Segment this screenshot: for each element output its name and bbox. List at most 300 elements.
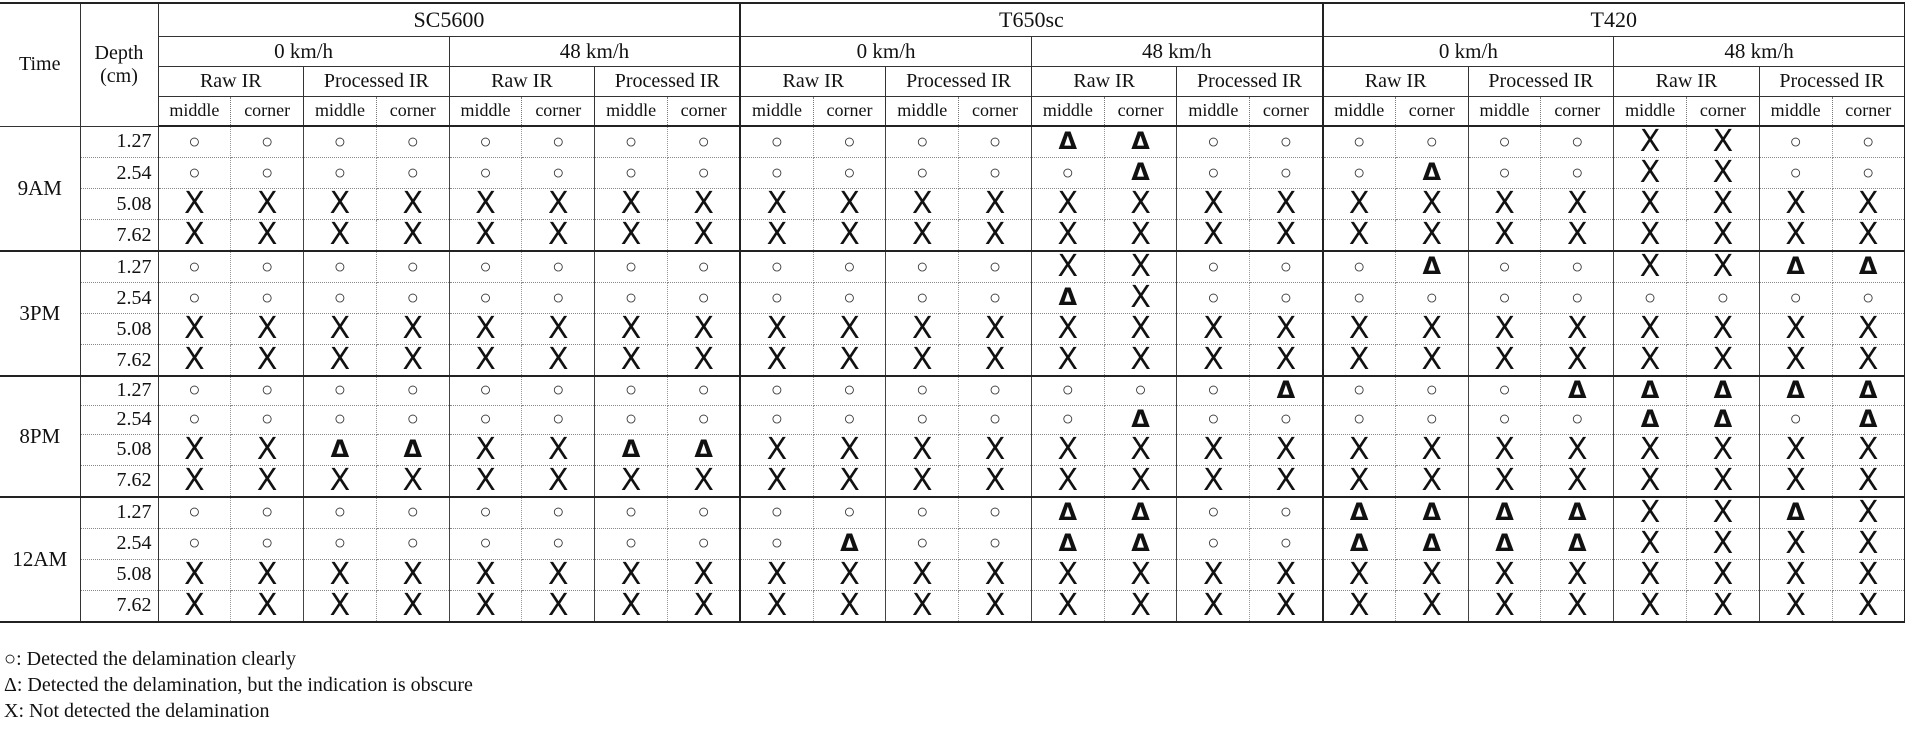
- result-cell: [1759, 189, 1832, 220]
- cross-icon: X: [693, 559, 714, 590]
- circle-icon: ○: [770, 532, 783, 554]
- result-cell: [1468, 376, 1541, 405]
- result-cell: [1395, 126, 1468, 158]
- result-cell: [1614, 497, 1687, 529]
- cross-icon: X: [1421, 219, 1443, 251]
- result-cell: [1686, 559, 1759, 590]
- cross-icon: X: [1712, 313, 1734, 345]
- cross-icon: X: [1494, 188, 1515, 220]
- result-cell: [158, 376, 231, 405]
- cross-icon: X: [1567, 434, 1588, 465]
- result-cell: [1104, 189, 1177, 220]
- result-cell: [522, 376, 595, 405]
- result-cell: [813, 465, 886, 497]
- triangle-icon: Δ: [1058, 528, 1078, 557]
- result-cell: [1468, 405, 1541, 434]
- circle-icon: ○: [770, 255, 783, 278]
- circle-icon: ○: [1353, 161, 1366, 184]
- result-cell: [231, 126, 304, 158]
- result-cell: [886, 497, 959, 529]
- result-cell: [1104, 434, 1177, 465]
- cross-icon: X: [911, 559, 933, 590]
- cross-icon: X: [1639, 313, 1661, 345]
- speed-header-row: [0, 36, 1905, 66]
- depth-cell: 1.27: [80, 126, 158, 158]
- result-cell: [1031, 376, 1104, 405]
- circle-icon: ○: [479, 408, 492, 430]
- result-cell: [1468, 283, 1541, 314]
- result-cell: [1104, 314, 1177, 345]
- result-cell: [231, 465, 304, 497]
- cross-icon: X: [256, 219, 278, 251]
- cross-icon: X: [1130, 465, 1151, 497]
- circle-icon: ○: [1498, 379, 1511, 402]
- cross-icon: X: [839, 313, 860, 345]
- legend-text: : Detected the delamination, but the indication is obscure: [16, 674, 473, 696]
- circle-icon: ○: [1425, 379, 1438, 402]
- triangle-icon: Δ: [1495, 497, 1514, 526]
- cross-icon: X: [1494, 344, 1515, 376]
- circle-icon: ○: [625, 408, 638, 430]
- result-cell: [1031, 528, 1104, 559]
- circle-icon: ○: [697, 161, 710, 184]
- cross-icon: X: [1639, 251, 1661, 283]
- circle-icon: ○: [1789, 286, 1802, 309]
- result-cell: [1177, 497, 1250, 529]
- depth-cell: 2.54: [80, 158, 158, 189]
- table-row: [0, 189, 1905, 220]
- processing-header: Raw IR: [158, 66, 304, 96]
- circle-icon: ○: [1789, 161, 1802, 184]
- result-cell: [1759, 283, 1832, 314]
- result-cell: [1250, 251, 1323, 283]
- result-cell: [959, 590, 1032, 622]
- result-cell: [740, 405, 813, 434]
- processing-header: Raw IR: [1614, 66, 1760, 96]
- result-cell: [1395, 220, 1468, 252]
- circle-icon: ○: [1279, 408, 1292, 430]
- result-cell: [813, 497, 886, 529]
- result-cell: [231, 189, 304, 220]
- circle-icon: ○: [988, 501, 1002, 523]
- result-cell: [449, 528, 522, 559]
- cross-icon: X: [548, 590, 569, 622]
- position-header: middle: [1759, 96, 1832, 126]
- triangle-icon: Δ: [1131, 497, 1150, 526]
- result-cell: [304, 434, 377, 465]
- result-cell: [959, 528, 1032, 559]
- result-cell: [1031, 559, 1104, 590]
- triangle-icon: Δ: [694, 434, 713, 463]
- cross-icon: X: [1857, 559, 1879, 590]
- cross-icon: X: [1494, 590, 1515, 622]
- time-cell: 3PM: [0, 251, 80, 376]
- circle-icon: ○: [1353, 255, 1366, 278]
- result-cell: [595, 251, 668, 283]
- cross-icon: X: [1348, 219, 1370, 251]
- position-header: corner: [813, 96, 886, 126]
- cross-icon: X: [1421, 559, 1443, 590]
- circle-icon: ○: [552, 379, 565, 402]
- result-cell: [1395, 434, 1468, 465]
- result-cell: [1323, 314, 1396, 345]
- cross-icon: X: [475, 465, 496, 497]
- circle-icon: ○: [1571, 130, 1584, 153]
- triangle-icon: Δ: [330, 434, 350, 463]
- table-header: [0, 3, 1905, 126]
- result-cell: [231, 434, 304, 465]
- result-cell: [376, 465, 449, 497]
- result-cell: [1031, 126, 1104, 158]
- result-cell: [231, 251, 304, 283]
- circle-icon: ○: [1207, 532, 1220, 554]
- table-row: [0, 314, 1905, 345]
- result-cell: [1395, 345, 1468, 377]
- cross-icon: X: [184, 434, 205, 465]
- cross-icon: X: [548, 313, 569, 345]
- result-cell: [158, 314, 231, 345]
- circle-icon: ○: [333, 130, 346, 153]
- triangle-icon: Δ: [1131, 158, 1150, 186]
- cross-icon: X: [402, 559, 424, 590]
- result-cell: [522, 251, 595, 283]
- result-cell: [959, 434, 1032, 465]
- cross-icon: X: [839, 344, 860, 376]
- circle-icon: ○: [479, 532, 492, 554]
- result-cell: [1759, 497, 1832, 529]
- result-cell: [376, 590, 449, 622]
- result-cell: [886, 559, 959, 590]
- cross-icon: X: [475, 188, 496, 220]
- result-cell: [1177, 405, 1250, 434]
- result-cell: [1250, 283, 1323, 314]
- circle-icon: ○: [916, 255, 929, 278]
- circle-icon: ○: [333, 286, 346, 309]
- cross-icon: X: [329, 559, 351, 590]
- result-cell: [595, 220, 668, 252]
- result-cell: [1250, 405, 1323, 434]
- cross-icon: X: [1130, 344, 1151, 376]
- result-cell: [1104, 376, 1177, 405]
- result-cell: [231, 158, 304, 189]
- result-cell: [740, 251, 813, 283]
- result-cell: [667, 126, 740, 158]
- result-cell: [158, 405, 231, 434]
- cross-icon: X: [1639, 559, 1661, 590]
- speed-header: 0 km/h: [740, 36, 1031, 66]
- result-cell: [1541, 376, 1614, 405]
- circle-icon: ○: [1571, 408, 1584, 430]
- position-header: corner: [231, 96, 304, 126]
- cross-icon: X: [256, 344, 278, 376]
- circle-icon: ○: [843, 286, 856, 309]
- cross-icon: X: [1785, 590, 1806, 622]
- result-cell: [1323, 283, 1396, 314]
- cross-icon: X: [548, 559, 569, 590]
- depth-cell: 2.54: [80, 405, 158, 434]
- cross-icon: X: [329, 344, 351, 376]
- result-cell: [1832, 220, 1905, 252]
- result-cell: [1832, 345, 1905, 377]
- result-cell: [231, 590, 304, 622]
- position-header: corner: [522, 96, 595, 126]
- circle-icon: ○: [988, 532, 1002, 554]
- result-cell: [522, 189, 595, 220]
- table-row: [0, 283, 1905, 314]
- result-cell: [304, 189, 377, 220]
- result-cell: [522, 283, 595, 314]
- triangle-icon: Δ: [1422, 252, 1442, 280]
- cross-icon: X: [1348, 188, 1370, 220]
- result-cell: [1541, 434, 1614, 465]
- result-cell: [595, 345, 668, 377]
- result-cell: [1614, 220, 1687, 252]
- result-cell: [304, 465, 377, 497]
- result-cell: [1832, 559, 1905, 590]
- result-cell: [1686, 376, 1759, 405]
- cross-icon: X: [1639, 496, 1661, 528]
- circle-icon: ○: [1789, 408, 1802, 430]
- result-cell: [522, 405, 595, 434]
- table-row: [0, 434, 1905, 465]
- cross-icon: X: [329, 313, 351, 345]
- cross-icon: X: [1639, 465, 1661, 497]
- result-cell: [595, 465, 668, 497]
- result-cell: [304, 497, 377, 529]
- result-cell: [449, 314, 522, 345]
- result-cell: [886, 345, 959, 377]
- result-cell: [740, 590, 813, 622]
- cross-icon: X: [1494, 434, 1515, 465]
- result-cell: [1104, 345, 1177, 377]
- circle-icon: ○: [1353, 379, 1366, 402]
- cross-icon: X: [475, 344, 496, 376]
- circle-icon: ○: [479, 130, 492, 153]
- circle-icon: ○: [1061, 379, 1074, 402]
- circle-icon: ○: [479, 255, 492, 278]
- time-cell: 8PM: [0, 376, 80, 497]
- table-row: [0, 405, 1905, 434]
- result-cell: [886, 189, 959, 220]
- result-cell: [1395, 405, 1468, 434]
- cross-icon: X: [1785, 528, 1806, 559]
- result-cell: [1250, 189, 1323, 220]
- depth-cell: 1.27: [80, 251, 158, 283]
- position-header: middle: [449, 96, 522, 126]
- result-cell: [1323, 345, 1396, 377]
- processing-header: Processed IR: [886, 66, 1032, 96]
- result-cell: [231, 314, 304, 345]
- cross-icon: X: [1567, 344, 1588, 376]
- result-cell: [1614, 314, 1687, 345]
- result-cell: [1832, 528, 1905, 559]
- result-cell: [886, 528, 959, 559]
- cross-icon: X: [693, 313, 714, 345]
- cross-icon: X: [402, 313, 424, 345]
- cross-icon: X: [1494, 559, 1515, 590]
- result-cell: [1832, 158, 1905, 189]
- time-column-header: Time: [0, 3, 80, 126]
- cross-icon: X: [1857, 219, 1879, 251]
- table-row: [0, 126, 1905, 158]
- cross-icon: X: [1057, 313, 1079, 345]
- triangle-icon: Δ: [1786, 376, 1805, 404]
- result-cell: [449, 405, 522, 434]
- cross-icon: X: [1567, 219, 1588, 251]
- result-cell: [1468, 314, 1541, 345]
- circle-icon: ○: [1571, 255, 1584, 278]
- result-cell: [667, 220, 740, 252]
- result-cell: [1395, 465, 1468, 497]
- circle-icon: ○: [988, 255, 1002, 278]
- circle-icon: ○: [552, 501, 565, 523]
- circle-icon: ○: [697, 255, 710, 278]
- result-cell: [595, 528, 668, 559]
- triangle-icon: Δ: [1858, 376, 1878, 404]
- result-cell: [595, 434, 668, 465]
- result-cell: [1323, 158, 1396, 189]
- cross-icon: X: [1421, 590, 1443, 622]
- cross-icon: X: [1348, 590, 1370, 622]
- result-cell: [1177, 189, 1250, 220]
- result-cell: [158, 590, 231, 622]
- result-cell: [1759, 528, 1832, 559]
- circle-icon: ○: [1279, 286, 1292, 309]
- result-cell: [1686, 465, 1759, 497]
- result-cell: [158, 465, 231, 497]
- depth-cell: 7.62: [80, 345, 158, 377]
- cross-icon: X: [984, 188, 1006, 220]
- cross-icon: X: [839, 434, 860, 465]
- result-cell: [158, 497, 231, 529]
- circle-icon: ○: [1279, 255, 1292, 278]
- cross-icon: X: [1203, 559, 1224, 590]
- circle-icon: ○: [261, 532, 274, 554]
- cross-icon: X: [1712, 590, 1734, 622]
- circle-icon: ○: [1207, 501, 1220, 523]
- cross-icon: X: [1057, 188, 1079, 220]
- triangle-icon: Δ: [1786, 497, 1805, 526]
- result-cell: [740, 314, 813, 345]
- result-cell: [959, 405, 1032, 434]
- result-cell: [1250, 220, 1323, 252]
- cross-icon: X: [693, 344, 714, 376]
- cross-icon: X: [620, 344, 642, 376]
- speed-header: 0 km/h: [1323, 36, 1614, 66]
- cross-icon: X: [184, 465, 205, 497]
- position-header: middle: [304, 96, 377, 126]
- result-cell: [959, 126, 1032, 158]
- cross-icon: X: [1275, 465, 1297, 497]
- circle-icon: ○: [770, 408, 783, 430]
- cross-icon: X: [1348, 465, 1370, 497]
- circle-icon: ○: [188, 130, 201, 153]
- cross-icon: X: [984, 465, 1006, 497]
- cross-icon: X: [1130, 434, 1151, 465]
- cross-icon: X: [1203, 465, 1224, 497]
- cross-icon: X: [693, 465, 714, 497]
- result-cell: [1323, 220, 1396, 252]
- depth-cell: 5.08: [80, 434, 158, 465]
- result-cell: [1177, 220, 1250, 252]
- circle-icon: ○: [1279, 130, 1292, 153]
- circle-icon: ○: [4, 648, 17, 670]
- cross-icon: X: [256, 559, 278, 590]
- cross-icon: X: [1421, 344, 1443, 376]
- cross-icon: X: [620, 465, 642, 497]
- result-cell: [1323, 528, 1396, 559]
- cross-icon: X: [839, 590, 860, 622]
- cross-icon: X: [1639, 528, 1661, 559]
- cross-icon: X: [1857, 496, 1879, 528]
- legend-item-clear: [4, 646, 473, 672]
- result-cell: [1686, 590, 1759, 622]
- result-cell: [1541, 590, 1614, 622]
- cross-icon: X: [839, 559, 860, 590]
- cross-icon: X: [1057, 251, 1079, 283]
- circle-icon: ○: [188, 286, 201, 309]
- circle-icon: ○: [552, 408, 565, 430]
- circle-icon: ○: [552, 130, 565, 153]
- cross-icon: X: [329, 590, 351, 622]
- result-cell: [1250, 376, 1323, 405]
- cross-icon: X: [984, 313, 1006, 345]
- triangle-icon: Δ: [1131, 127, 1150, 155]
- depth-cell: 5.08: [80, 314, 158, 345]
- circle-icon: ○: [1207, 161, 1220, 184]
- result-cell: [304, 559, 377, 590]
- speed-header: 0 km/h: [158, 36, 449, 66]
- result-cell: [1541, 345, 1614, 377]
- cross-icon: X: [1785, 465, 1806, 497]
- result-cell: [959, 376, 1032, 405]
- cross-icon: X: [1712, 344, 1734, 376]
- circle-icon: ○: [1134, 379, 1147, 402]
- cross-icon: X: [1639, 590, 1661, 622]
- circle-icon: ○: [697, 408, 710, 430]
- cross-icon: X: [329, 465, 351, 497]
- result-cell: [595, 559, 668, 590]
- result-cell: [1759, 126, 1832, 158]
- result-cell: [1323, 126, 1396, 158]
- cross-icon: X: [1567, 313, 1588, 345]
- cross-icon: X: [1130, 313, 1151, 345]
- result-cell: [522, 158, 595, 189]
- result-cell: [667, 158, 740, 189]
- result-cell: [376, 376, 449, 405]
- result-cell: [1541, 405, 1614, 434]
- result-cell: [959, 251, 1032, 283]
- circle-icon: ○: [697, 130, 710, 153]
- result-cell: [813, 405, 886, 434]
- circle-icon: ○: [697, 501, 710, 523]
- result-cell: [1177, 590, 1250, 622]
- position-header: corner: [1395, 96, 1468, 126]
- triangle-icon: Δ: [1058, 127, 1078, 155]
- circle-icon: ○: [988, 379, 1002, 402]
- processing-header: Raw IR: [449, 66, 595, 96]
- result-cell: [886, 590, 959, 622]
- result-cell: [1759, 465, 1832, 497]
- result-cell: [304, 376, 377, 405]
- cross-icon: X: [1130, 590, 1151, 622]
- result-cell: [667, 345, 740, 377]
- result-cell: [813, 189, 886, 220]
- cross-icon: X: [1785, 344, 1806, 376]
- cross-icon: X: [475, 313, 496, 345]
- cross-icon: X: [402, 590, 424, 622]
- cross-icon: X: [911, 219, 933, 251]
